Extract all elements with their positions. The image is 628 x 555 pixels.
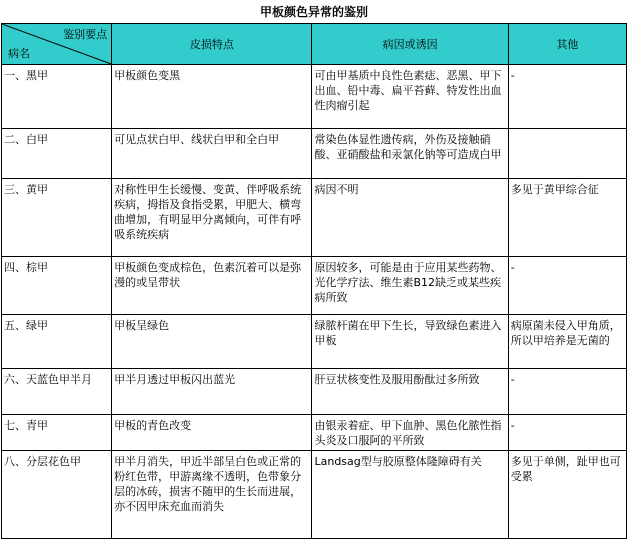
cell-cause: 病因不明: [312, 179, 508, 257]
cell-other: -: [508, 415, 626, 451]
cell-name: 六、天蓝色甲半月: [2, 369, 112, 415]
table-row: [2, 415, 627, 451]
cell-other: -: [508, 369, 626, 415]
cell-cause: 绿脓杆菌在甲下生长，导致绿色素进入甲板: [312, 315, 508, 369]
cell-name: 五、绿甲: [2, 315, 112, 369]
table-row: [2, 369, 627, 415]
cell-name: 四、棕甲: [2, 257, 112, 315]
table-row: [2, 179, 627, 257]
header-diagonal-cell: [2, 24, 112, 65]
cell-cause: 常染色体显性遗传病，外伤及接触硝酸、亚硝酸盐和汞氯化钠等可造成白甲: [312, 129, 508, 179]
cell-cause: 肝豆状核变性及服用酚酞过多所致: [312, 369, 508, 415]
cell-other: 病原菌未侵入甲角质，所以甲培养是无菌的: [508, 315, 626, 369]
cell-name: 二、白甲: [2, 129, 112, 179]
cell-cause: 原因较多，可能是由于应用某些药物、光化学疗法、维生素B12缺乏或某些疾病所致: [312, 257, 508, 315]
cell-features: 对称性甲生长缓慢、变黄、伴呼吸系统疾病，拇指及食指受累，甲肥大、横弯曲增加，有明显甲分离倾向，可伴有呼吸系统疾病: [112, 179, 312, 257]
cell-cause: 由银汞着症、甲下血肿、黑色化脓性指头炎及口服阿的平所致: [312, 415, 508, 451]
header-diagonal-top: 鉴别要点: [63, 28, 108, 41]
page-title: 甲板颜色异常的鉴别: [259, 5, 368, 19]
differential-table: [1, 23, 627, 539]
header-diagonal-bottom: 病名: [8, 47, 30, 60]
cell-features: 甲半月透过甲板闪出蓝光: [112, 369, 312, 415]
cell-other: 多见于黄甲综合征: [508, 179, 626, 257]
cell-other: -: [508, 65, 626, 129]
header-features: 皮损特点: [112, 24, 312, 65]
header-row: [2, 24, 627, 65]
cell-name: 八、分层花色甲: [2, 451, 112, 539]
cell-name: 七、青甲: [2, 415, 112, 451]
table-row: [2, 315, 627, 369]
cell-features: 可见点状白甲、线状白甲和全白甲: [112, 129, 312, 179]
cell-other: [508, 129, 626, 179]
cell-other: 多见于单侧，趾甲也可受累: [508, 451, 626, 539]
cell-other: -: [508, 257, 626, 315]
cell-name: 一、黑甲: [2, 65, 112, 129]
header-other: 其他: [508, 24, 626, 65]
cell-features: 甲板颜色变黑: [112, 65, 312, 129]
cell-features: 甲半月消失，甲近半部呈白色或正常的粉红色带，甲游离缘不透明，色带象分层的冰砖，损害不随甲的生长而进展，亦不因甲床充血而消失: [112, 451, 312, 539]
table-row: [2, 451, 627, 539]
table-row: [2, 65, 627, 129]
cell-cause: Landsag型与胶原整体隆障碍有关: [312, 451, 508, 539]
cell-features: 甲板颜色变成棕色，色素沉着可以是弥漫的或呈带状: [112, 257, 312, 315]
header-cause: 病因或诱因: [312, 24, 508, 65]
table-row: [2, 129, 627, 179]
cell-cause: 可由甲基质中良性色素痣、恶黑、甲下出血、铅中毒、扁平苔藓、特发性出血性肉瘤引起: [312, 65, 508, 129]
table-row: [2, 257, 627, 315]
cell-features: 甲板呈绿色: [112, 315, 312, 369]
cell-name: 三、黄甲: [2, 179, 112, 257]
cell-features: 甲板的青色改变: [112, 415, 312, 451]
